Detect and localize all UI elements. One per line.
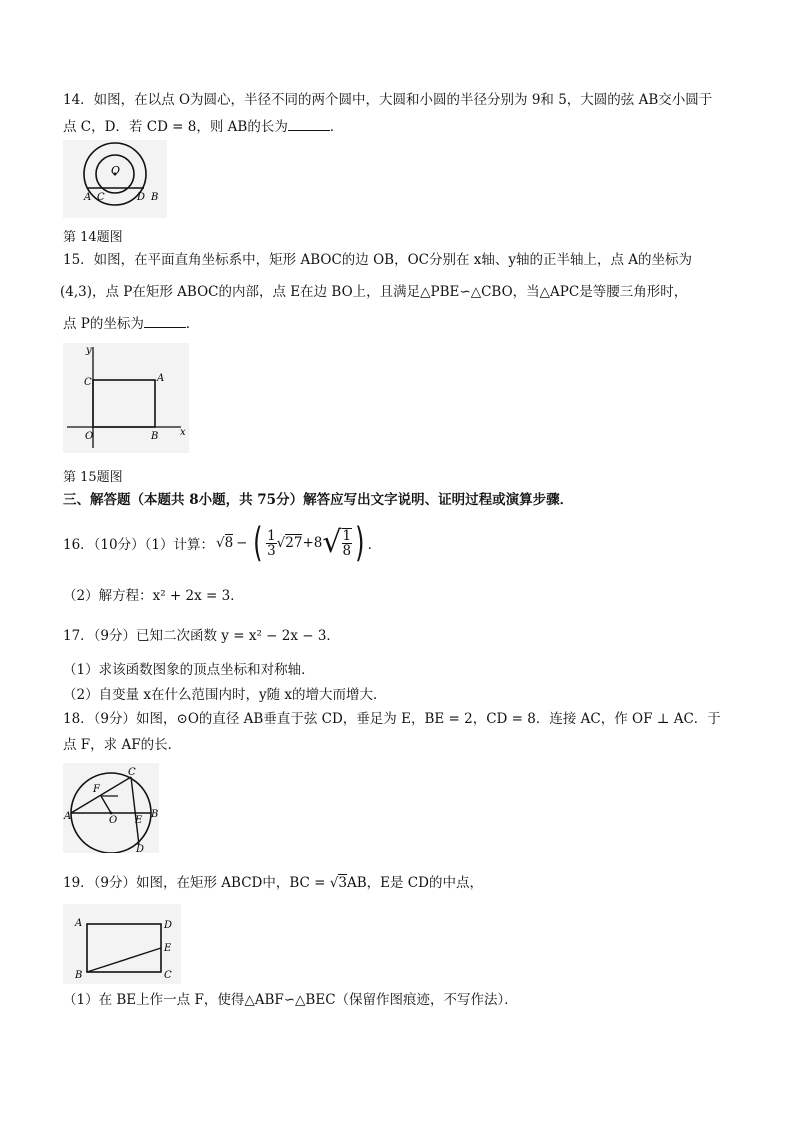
q18-circle-diagram (63, 763, 159, 853)
q16-fraction-one-third (266, 529, 277, 558)
q16-part1-end: ． (367, 537, 382, 553)
q16-minus: − (236, 535, 248, 551)
q15-line3-text: 点 P的坐标为 (63, 316, 144, 332)
q15-line2: (4,3)，点 P在矩形 ABOC的内部，点 E在边 BO上，且满足△PBE∽△CBO，当△APC是等腰三角形时， (60, 284, 688, 300)
q14-label-d: D (137, 192, 146, 203)
q16-part1 (63, 520, 381, 566)
q14-label-a: A (84, 192, 92, 203)
q18-label-e: E (135, 815, 143, 826)
q19-label-a: A (75, 918, 83, 929)
q14-label-o: O (111, 164, 121, 177)
q16-frac1-numerator: 1 (267, 527, 276, 544)
q14-answer-blank[interactable] (288, 118, 330, 131)
q19-label-d: D (164, 920, 173, 931)
section-3-heading: 三、解答题（本题共 8小题，共 75分）解答应写出文字说明、证明过程或演算步骤． (63, 492, 574, 508)
q14-label-b: B (151, 192, 159, 203)
q17-stem: 17．（9分）已知二次函数 y = x² − 2x − 3． (63, 628, 340, 644)
q19-label-c: C (164, 970, 172, 981)
q15-caption: 第 15题图 (63, 470, 123, 485)
q15-line1: 15．如图，在平面直角坐标系中，矩形 ABOC的边 OB，OC分别在 x轴、y轴的正半轴上，点 A的坐标为 (63, 252, 693, 268)
q15-line3 (63, 314, 199, 334)
q15-label-x: x (180, 427, 186, 438)
q19-figure (63, 904, 181, 984)
q17-part2: （2）自变量 x在什么范围内时，y随 x的增大而增大． (63, 687, 387, 703)
q15-coordinate-diagram (63, 343, 189, 453)
q15-label-a: A (157, 373, 165, 384)
q19-segment-be (87, 948, 161, 972)
q16-part1-prefix: 16．（10分）（1）计算： (63, 537, 214, 553)
q18-chord-cd (131, 777, 139, 845)
q18-figure (63, 763, 159, 853)
q14-caption: 第 14题图 (63, 230, 123, 245)
q14-line2-end: ． (329, 119, 344, 135)
q19-rectangle-abcd (87, 924, 161, 972)
q18-label-d: D (136, 844, 145, 853)
q18-segment-ac (71, 777, 131, 813)
q14-line1: 14．如图，在以点 O为圆心，半径不同的两个圆中，大圆和小圆的半径分别为 9和 5，大圆的弦 AB交小圆于 (63, 92, 713, 108)
q16-frac1-denominator: 3 (267, 542, 276, 559)
q14-circles-diagram (63, 140, 167, 218)
q16-right-paren: ) (355, 520, 365, 566)
q19-stem-text-c: AB，E是 CD的中点， (346, 875, 483, 891)
q15-label-c: C (84, 377, 92, 388)
q19-stem-text-a: 19．（9分）如图，在矩形 ABCD中，BC = (63, 875, 330, 891)
q18-label-a: A (64, 811, 72, 822)
q15-label-o: O (85, 431, 94, 442)
q18-label-f: F (93, 784, 100, 795)
q16-sqrt-fraction: √ $\frac{1}{8}$ (322, 525, 352, 560)
q14-line2 (63, 117, 343, 137)
q19-label-b: B (75, 970, 83, 981)
q14-line2-text: 点 C，D．若 CD = 8，则 AB的长为 (63, 119, 288, 135)
q18-label-c: C (128, 767, 136, 778)
q16-frac2-numerator: 1 (342, 528, 352, 544)
q16-sqrt27: √27 (276, 535, 303, 551)
q16-sqrt27-radicand: 27 (285, 535, 303, 551)
q19-label-e: E (164, 943, 172, 954)
q18-segment-of (101, 796, 111, 813)
q15-line3-end: ． (185, 316, 200, 332)
q15-rectangle-aboc (93, 380, 155, 427)
q16-sqrt8: √8 (215, 535, 234, 551)
q15-answer-blank[interactable] (144, 315, 186, 328)
q19-sqrt3: √3 (329, 875, 347, 891)
q15-figure (63, 343, 189, 453)
q18-label-b: B (151, 809, 159, 820)
q19-part1: （1）在 BE上作一点 F，使得△ABF∽△BEC（保留作图痕迹，不写作法）． (63, 992, 518, 1008)
q16-left-paren: ( (253, 520, 263, 566)
q14-figure (63, 140, 167, 218)
q16-frac2-denominator: 8 (342, 543, 352, 559)
q18-line1: 18．（9分）如图，⊙O的直径 AB垂直于弦 CD，垂足为 E，BE = 2，CD = 8．连接 AC，作 OF ⊥ AC．于 (63, 711, 721, 727)
q19-rectangle-diagram (63, 904, 181, 984)
q16-plus8: +8 (302, 535, 323, 551)
q16-sqrt8-radicand: 8 (224, 535, 234, 551)
q16-fraction-one-eighth (342, 528, 353, 558)
q17-part1: （1）求该函数图象的顶点坐标和对称轴． (63, 662, 315, 678)
q14-label-c: C (97, 192, 105, 203)
q18-line2: 点 F，求 AF的长． (63, 737, 182, 753)
q18-center-point (110, 812, 113, 815)
q19-stem (63, 873, 483, 893)
q15-label-b: B (151, 431, 159, 442)
q18-label-o: O (109, 815, 118, 826)
q16-part2: （2）解方程：x² + 2x = 3． (63, 588, 244, 604)
q15-label-y: y (86, 345, 92, 356)
q19-sqrt3-radicand: 3 (338, 875, 347, 891)
